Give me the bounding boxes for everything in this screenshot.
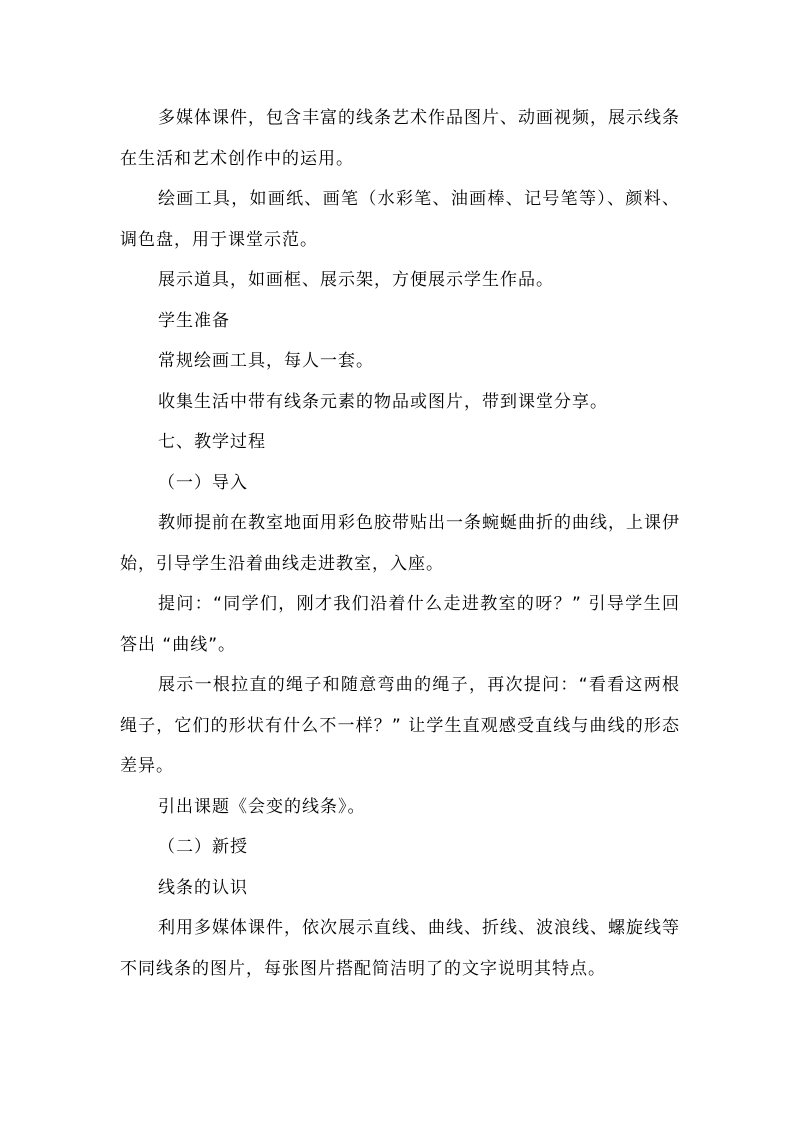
paragraph-intro-question: 提问：“同学们，刚才我们沿着什么走进教室的呀？” 引导学生回答出 “曲线”。 — [120, 594, 680, 655]
heading-line-recognition: 线条的认识 — [158, 877, 248, 898]
heading-introduction: （一）导入 — [158, 472, 248, 493]
paragraph-intro-topic: 引出课题《会变的线条》。 — [158, 796, 366, 817]
paragraph-line-types: 利用多媒体课件，依次展示直线、曲线、折线、波浪线、螺旋线等不同线条的图片，每张图片搭配简洁明了的文字说明其特点。 — [120, 918, 680, 979]
paragraph-materials-drawing-tools: 绘画工具，如画纸、画笔（水彩笔、油画棒、记号笔等）、颜料、调色盘，用于课堂示范。 — [120, 189, 680, 250]
paragraph-materials-display-props: 展示道具，如画框、展示架，方便展示学生作品。 — [158, 270, 554, 290]
heading-new-lesson: （二）新授 — [158, 837, 248, 857]
document-body — [120, 98, 680, 989]
paragraph-intro-curve-tape: 教师提前在教室地面用彩色胶带贴出一条蜿蜒曲折的曲线，上课伊始，引导学生沿着曲线走进教室，入座。 — [120, 513, 680, 574]
heading-student-preparation: 学生准备 — [158, 310, 230, 331]
heading-teaching-process: 七、教学过程 — [158, 432, 266, 452]
paragraph-materials-multimedia: 多媒体课件，包含丰富的线条艺术作品图片、动画视频，展示线条在生活和艺术创作中的运用。 — [120, 108, 680, 169]
paragraph-student-tools: 常规绘画工具，每人一套。 — [158, 351, 374, 371]
paragraph-student-collect: 收集生活中带有线条元素的物品或图片，带到课堂分享。 — [158, 391, 608, 412]
paragraph-intro-ropes: 展示一根拉直的绳子和随意弯曲的绳子，再次提问：“看看这两根绳子，它们的形状有什么不一样？” 让学生直观感受直线与曲线的形态差异。 — [120, 675, 680, 776]
